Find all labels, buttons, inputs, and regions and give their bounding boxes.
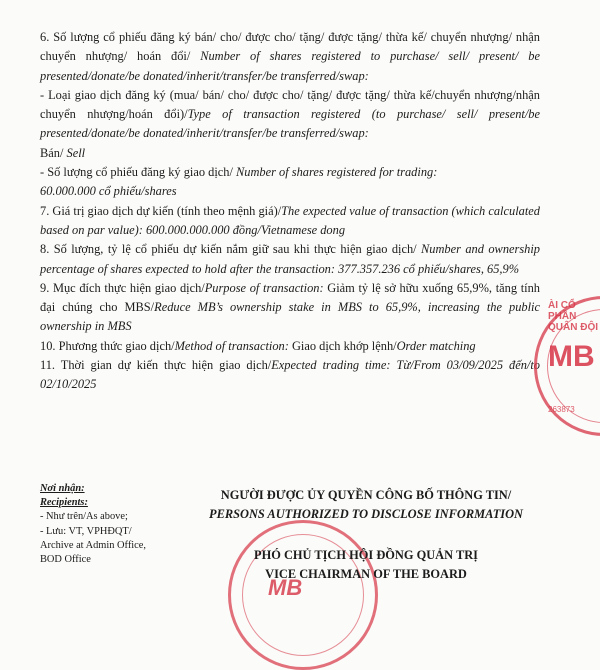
item-8-en: Number and ownership percentage of shares expected to hold after the transaction: 377.357.236 cổ phiếu/shares, 65,9%: [40, 242, 540, 276]
item-6-qty-value-vi: 60.000.000 cổ phiếu/: [40, 184, 145, 199]
recipient-line: Archive at Admin Office,: [40, 539, 146, 551]
item-6-type-vi: - Loại giao dịch đăng ký (mua/ bán/ cho/ được cho/ tặng/ được tặng/ thừa kế/chuyển nhượng/nhận chuyển nhượng/hoán đổi)/: [40, 87, 540, 122]
recipient-line: - Lưu: VT, VPHĐQT/: [40, 525, 132, 537]
item-6-type-value-en: Sell: [66, 145, 86, 160]
item-8-vi: 8. Số lượng, tỷ lệ cổ phiếu dự kiến nắm giữ sau khi thực hiện giao dịch/: [40, 242, 422, 257]
seal-logo-mb: MB: [548, 340, 595, 373]
item-9-purpose-vi: Giảm tỷ lệ sở hữu xuống 65,9%, tăng tính đại chúng cho MBS/: [40, 280, 540, 315]
signature-block: [176, 486, 556, 584]
item-6-type-value-vi: Bán/: [40, 145, 67, 160]
seal-bottom-logo: MB: [268, 575, 303, 600]
signature-title-en: PERSONS AUTHORIZED TO DISCLOSE INFORMATION: [209, 507, 523, 521]
recipient-line: BOD Office: [40, 554, 91, 566]
item-10-method-vi: Giao dịch khớp lệnh/: [288, 338, 397, 353]
item-6-type-value: [40, 144, 540, 163]
recipients-title-vi: Nơi nhận:: [40, 483, 85, 494]
seal-number: 263873: [548, 405, 575, 414]
item-10-en: Method of transaction:: [174, 338, 289, 353]
item-6-type: [40, 86, 540, 144]
item-10-vi: 10. Phương thức giao dịch/: [40, 338, 175, 353]
item-10: [40, 337, 540, 356]
item-6-vi: 6. Số lượng cổ phiếu đăng ký bán/ cho/ được cho/ tặng/ được tặng/ thừa kế/ chuyển nhượng/ nhận chuyển nhượng/ hoán đổi/: [40, 30, 540, 64]
signature-title-vi: NGƯỜI ĐƯỢC ỦY QUYỀN CÔNG BỐ THÔNG TIN/: [220, 488, 512, 502]
item-6-en: Number of shares registered to purchase/ sell/ present/ be presented/donate/be donated/inherit/transfer/be transferred/swap:: [40, 49, 540, 83]
document-body: [40, 28, 540, 395]
item-6: [40, 28, 540, 86]
item-8: [40, 240, 540, 279]
signature-role-vi: PHÓ CHỦ TỊCH HỘI ĐỒNG QUẢN TRỊ: [254, 548, 478, 562]
item-6-qty-value: [40, 182, 540, 201]
item-9: [40, 279, 540, 337]
item-10-method-en: Order matching: [396, 338, 476, 353]
seal-ring-text: ÀI CỔ PHẦN QUÂN ĐỘI: [548, 300, 598, 333]
item-6-qty: [40, 163, 540, 182]
item-7-vi: 7. Giá trị giao dịch dự kiến (tính theo mệnh giá)/: [40, 203, 282, 218]
item-9-en: Purpose of transaction:: [204, 280, 324, 295]
item-6-qty-value-en: shares: [144, 184, 177, 199]
item-11: [40, 356, 540, 395]
recipients-block: [40, 482, 180, 567]
item-6-qty-en: Number of shares registered for trading:: [236, 165, 438, 180]
item-11-en: Expected trading time: Từ/From 03/09/2025 đến/to 02/10/2025: [40, 358, 541, 392]
item-11-vi: 11. Thời gian dự kiến thực hiện giao dịch/: [40, 358, 272, 373]
recipients-title-en: Recipients:: [40, 497, 88, 509]
signature-role-en: VICE CHAIRMAN OF THE BOARD: [265, 567, 467, 581]
item-7-en: The expected value of transaction (which calculated based on par value): 600.000.000.000 đồng/Vietnamese dong: [40, 203, 540, 237]
item-9-purpose-en: Reduce MB’s ownership stake in MBS to 65,9%, increasing the public ownership in MBS: [40, 300, 540, 334]
item-6-type-en: Type of transaction registered (to purchase/ sell/ present/be presented/donate/be donated/inherit/transfer/be transferred/swap:: [40, 107, 540, 141]
item-9-vi: 9. Mục đích thực hiện giao dịch/: [40, 280, 205, 295]
item-6-qty-vi: - Số lượng cổ phiếu đăng ký giao dịch/: [40, 165, 236, 180]
item-7: [40, 202, 540, 241]
recipient-line: - Như trên/As above;: [40, 511, 128, 523]
